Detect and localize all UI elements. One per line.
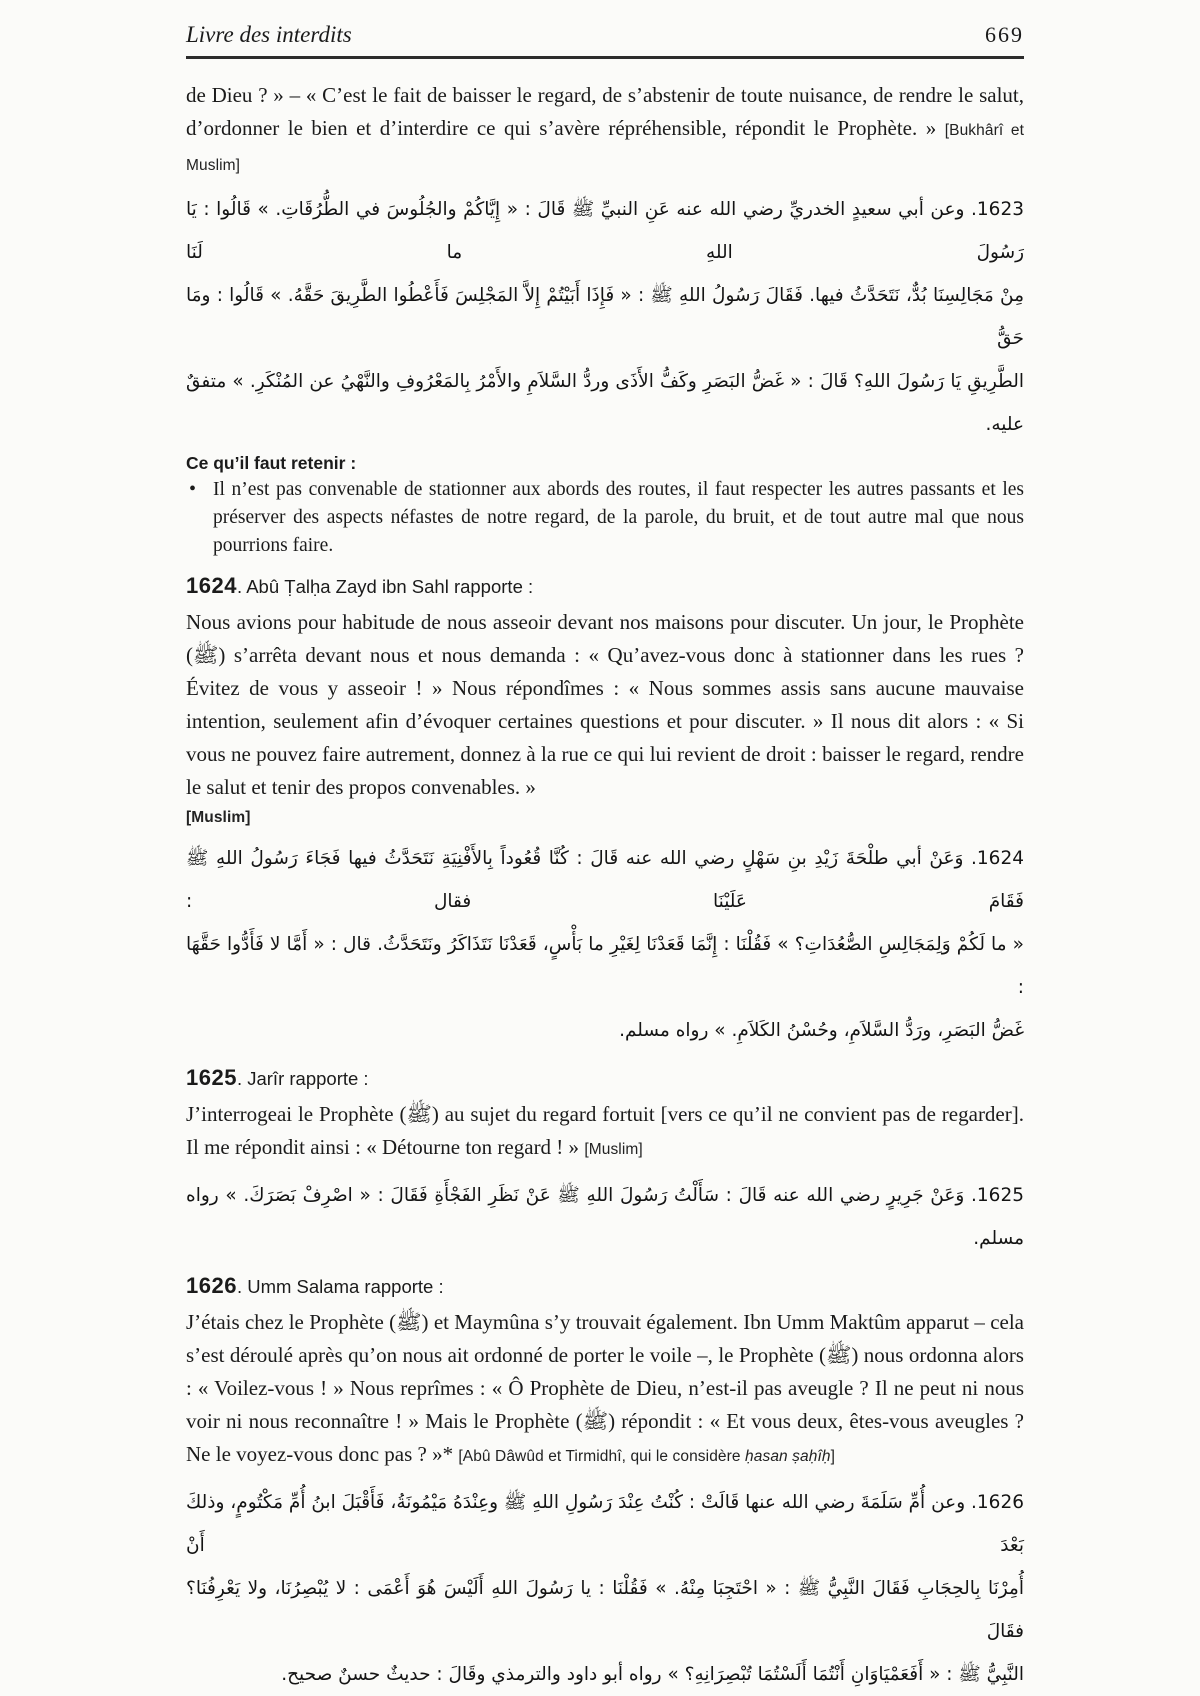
key-points-section: [186, 451, 1024, 560]
arabic-line: النَّبِيُّ ﷺ : « أَفَعَمْيَاوَانِ أَنْتُمَا أَلَسْتُمَا تُبْصِرَانِهِ؟ » رواه أبو داود والترمذي وقَالَ : حديثٌ حسنٌ صحيح.: [281, 1664, 1024, 1685]
intro-source: [Bukhârî et Muslim]: [186, 122, 1025, 174]
hadith-1624-heading: [186, 572, 1024, 603]
page-header: [186, 20, 1024, 50]
arabic-line: غَضُّ البَصَرِ، ورَدُّ السَّلاَمِ، وحُسْنُ الكَلاَمِ. » رواه مسلم.: [619, 1020, 1024, 1041]
book-page: [186, 0, 1024, 1696]
hadith-1624-source: [Muslim]: [186, 809, 251, 826]
arabic-line: 1624. وَعَنْ أبي طلْحَةَ زَيْدِ بنِ سَهْلٍ رضي الله عنه قَالَ : كُنَّا قُعُوداً بِالأَفْنِيَةِ نَتَحَدَّثُ فيها فَجَاءَ رَسُولُ اللهِ ﷺ فَقَامَ عَلَيْنَا فقال :: [186, 848, 1024, 912]
hadith-1625-source: [Muslim]: [584, 1141, 643, 1158]
header-rule: [186, 56, 1024, 59]
key-point-text: Il n’est pas convenable de stationner aux abords des routes, il faut respecter les autres passants et les préserver des aspects néfastes de notre regard, de la parole, du bruit, et de tout autre mal que nous pourrions faire.: [213, 479, 1024, 556]
arabic-line: 1623. وعن أبي سعيدٍ الخدريِّ رضي الله عنه عَنِ النبيِّ ﷺ قَالَ : « إِيَّاكُمْ والجُلُوسَ في الطُّرُقَاتِ. » قَالُوا : يَا رَسُولَ اللهِ ما لَنَا: [186, 199, 1024, 263]
source-grade: ḥasan ṣaḥîḥ: [745, 1448, 831, 1465]
intro-paragraph: [186, 79, 1024, 182]
arabic-line: الطَّرِيقِ يَا رَسُولَ اللهِ؟ قَالَ : « غَضُّ البَصَرِ وكَفُّ الأَذَى وردُّ السَّلاَمِ والأَمْرُ بِالمَعْرُوفِ والنَّهْيُ عن المُنْكَرِ. » متفقٌ عليه.: [186, 371, 1024, 435]
hadith-1626-body: J’étais chez le Prophète (ﷺ) et Maymûna s’y trouvait également. Ibn Umm Maktûm apparut – cela s’est déroulé après qu’on nous ait ordonné de porter le voile –, le Prophète (ﷺ) nous ordonna alors : « Voilez-vous ! » Nous reprîmes : « Ô Prophète de Dieu, n’est-il pas aveugle ? Il ne peut ni nous voir ni nous reconnaître ! » Mais le Prophète (ﷺ) répondit : « Et vous deux, êtes-vous aveugles ? Ne le voyez-vous donc pas ? »*: [186, 1310, 1024, 1466]
arabic-line: « ما لَكُمْ وَلِمَجَالِسِ الصُّعُدَاتِ؟ » فَقُلْنَا : إِنَّمَا قَعَدْنَا لِغَيْرِ ما بَأْسٍ، قَعَدْنَا نَتَذَاكَرُ ونَتَحَدَّثُ. قال : « أَمَّا لا فَأَدُّوا حَقَّهَا :: [186, 934, 1024, 998]
hadith-1625-number: 1625: [186, 1065, 237, 1090]
arabic-line: مِنْ مَجَالِسِنَا بُدٌّ، نَتَحَدَّثُ فيها. فَقَالَ رَسُولُ اللهِ ﷺ : « فَإِذَا أَبَيْتُمْ إِلاَّ المَجْلِسَ فَأَعْطُوا الطَّرِيقَ حَقَّهُ. » قَالُوا : ومَا حَقُّ: [186, 285, 1024, 349]
running-title: Livre des interdits: [186, 22, 352, 47]
hadith-1626-source: [458, 1448, 835, 1465]
arabic-line: أُمِرْنَا بِالحِجَابِ فَقَالَ النَّبِيُّ ﷺ : « احْتَجِبَا مِنْهُ. » فَقُلْنَا : يا رَسُولَ اللهِ أَلَيْسَ هُوَ أَعْمَى : لا يُبْصِرُنَا، ولا يَعْرِفُنَا؟ فقَالَ: [186, 1578, 1024, 1642]
key-points-heading: Ce qu’il faut retenir :: [186, 453, 357, 473]
hadith-1625-heading: [186, 1064, 1024, 1095]
hadith-1624-number: 1624: [186, 573, 237, 598]
source-prefix: [Abû Dâwûd et Tirmidhî, qui le considère: [458, 1448, 746, 1465]
key-point-item: [186, 476, 1024, 560]
hadith-1624-narrator: . Abû Ṭalḥa Zayd ibn Sahl rapporte :: [236, 576, 534, 597]
hadith-1626-text: [186, 1306, 1024, 1473]
intro-text: de Dieu ? » – « C’est le fait de baisser le regard, de s’abstenir de toute nuisance, de rendre le salut, d’ordonner le bien et d’interdire ce qui s’avère répréhensible, répondit le Prophète. »: [186, 83, 1024, 140]
arabic-line: 1625. وَعَنْ جَرِيرٍ رضي الله عنه قَالَ : سَأَلْتُ رَسُولَ اللهِ ﷺ عَنْ نَظَرِ الفَجْأَةِ فَقَالَ : « اصْرِفْ بَصَرَكَ. » رواه مسلم.: [186, 1185, 1024, 1249]
hadith-1623-arabic: [186, 188, 1024, 446]
hadith-1624-text: Nous avions pour habitude de nous asseoir devant nos maisons pour discuter. Un jour, le Prophète (ﷺ) s’arrêta devant nous et nous demanda : « Qu’avez-vous donc à stationner dans les rues ? Évitez de vous y asseoir ! » Nous répondîmes : « Nous sommes assis sans aucune mauvaise intention, seulement afin d’évoquer certaines questions et pour discuter. » Il nous dit alors : « Si vous ne pouvez faire autrement, donnez à la rue ce qui lui revient de droit : baisser le regard, rendre le salut et tenir des propos convenables. »: [186, 610, 1024, 799]
page-number: 669: [985, 22, 1024, 47]
hadith-1625-text: [186, 1098, 1024, 1166]
hadith-1625-narrator: . Jarîr rapporte :: [236, 1068, 369, 1089]
bullet-icon: •: [189, 478, 197, 500]
hadith-1624-arabic: [186, 837, 1024, 1052]
hadith-1626-number: 1626: [186, 1273, 237, 1298]
hadith-1626-arabic: [186, 1481, 1024, 1696]
hadith-1625-arabic: [186, 1174, 1024, 1260]
hadith-1626-narrator: . Umm Salama rapporte :: [236, 1276, 444, 1297]
hadith-1625-body: J’interrogeai le Prophète (ﷺ) au sujet du regard fortuit [vers ce qu’il ne convient pas de regarder]. Il me répondit ainsi : « Détourne ton regard ! »: [186, 1102, 1024, 1159]
source-suffix: ]: [830, 1448, 836, 1465]
arabic-line: 1626. وعن أُمِّ سَلَمَةَ رضي الله عنها قَالَتْ : كُنْتُ عِنْدَ رَسُولِ اللهِ ﷺ وعِنْدَهُ مَيْمُونَةُ، فَأَقْبَلَ ابنُ أُمِّ مَكْتُومٍ، وذلكَ بَعْدَ أَنْ: [186, 1492, 1024, 1556]
hadith-1626-heading: [186, 1272, 1024, 1303]
